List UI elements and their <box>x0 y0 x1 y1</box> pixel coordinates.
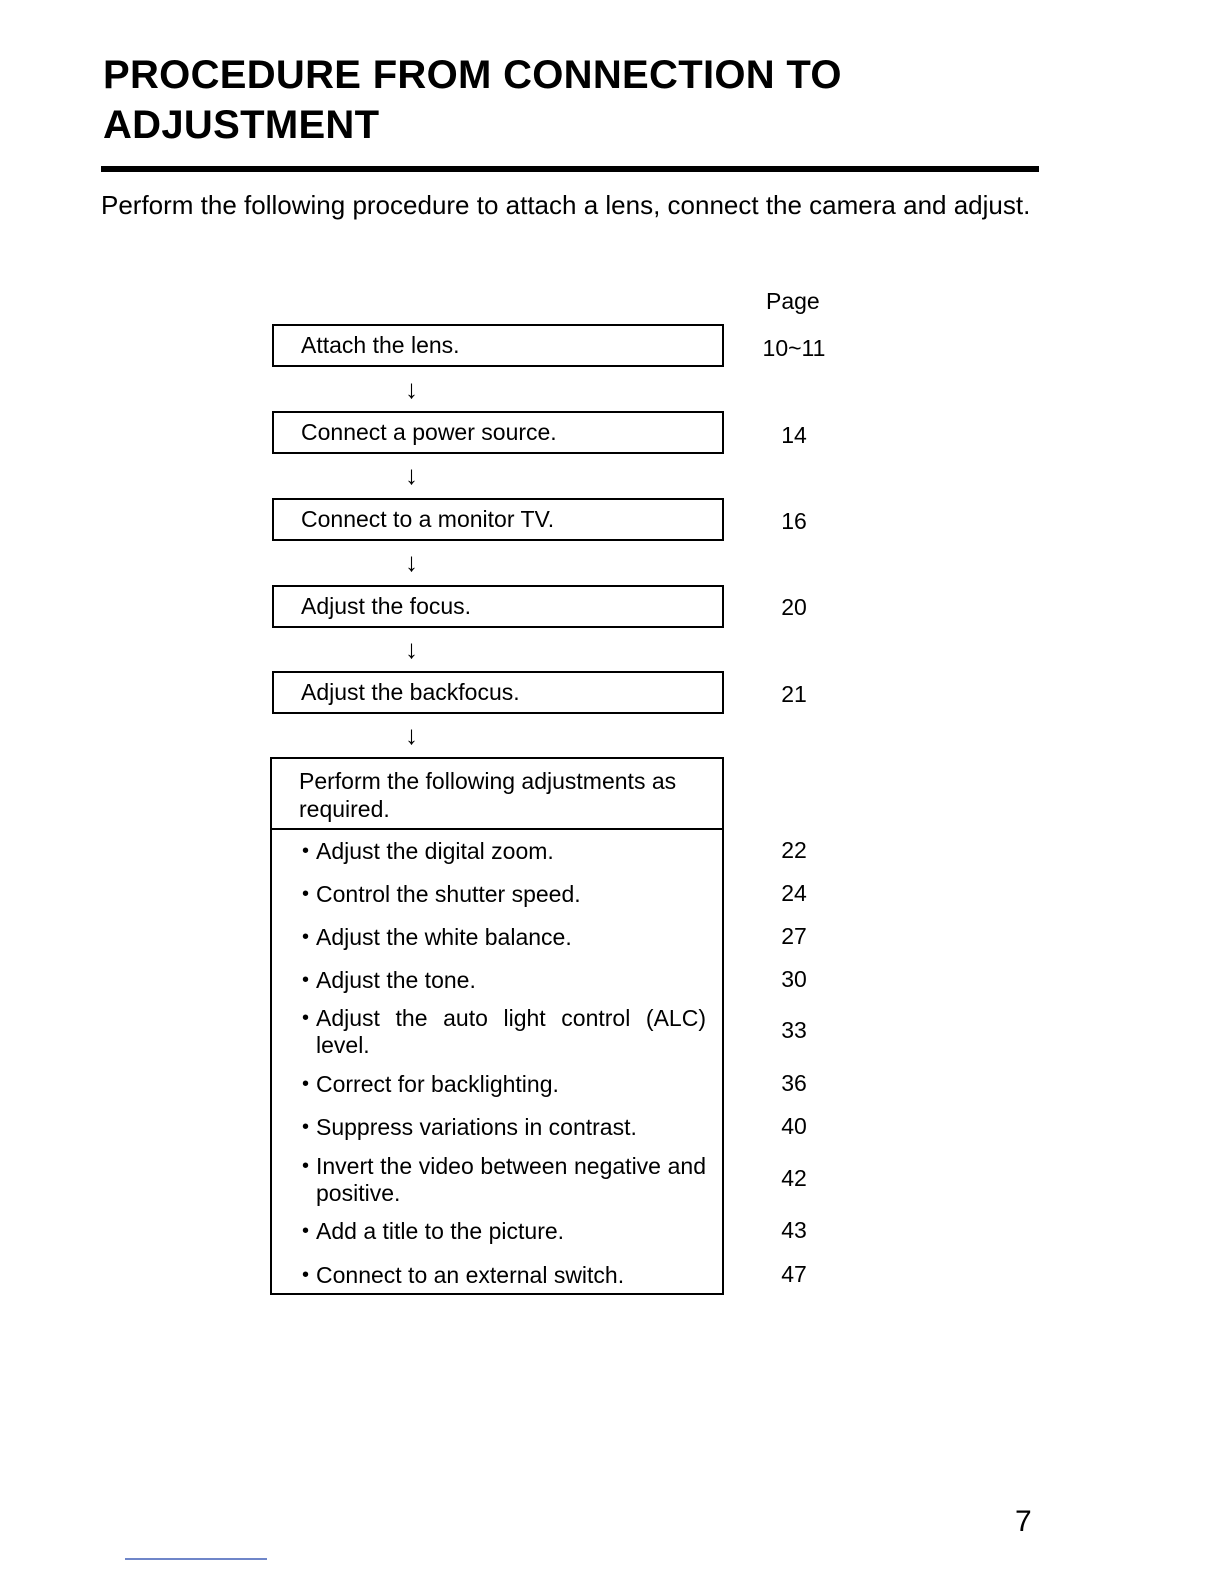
adjustments-box <box>270 757 724 1295</box>
bullet-icon: • <box>302 1155 310 1177</box>
step-box-adjust-backfocus <box>272 671 724 714</box>
adjustment-page-number: 47 <box>781 1261 807 1287</box>
adjustment-item <box>302 1262 706 1289</box>
page-column-header: Page <box>766 288 820 314</box>
step-label: Connect to a monitor TV. <box>301 506 555 532</box>
adjustment-page-number: 40 <box>781 1113 807 1139</box>
step-page-number: 20 <box>781 594 807 620</box>
adjustment-item <box>302 967 706 994</box>
step-box-connect-power <box>272 411 724 454</box>
adjustment-page-number: 22 <box>781 837 807 863</box>
adjustment-label: Adjust the white balance. <box>316 924 572 950</box>
down-arrow-icon: ↓ <box>405 374 418 404</box>
adjustment-item <box>302 881 706 908</box>
title-line-1: PROCEDURE FROM CONNECTION TO <box>103 53 842 97</box>
step-label: Adjust the focus. <box>301 593 472 619</box>
adjustment-page-number: 33 <box>781 1017 807 1043</box>
step-box-connect-monitor <box>272 498 724 541</box>
adjustment-item <box>302 838 706 865</box>
adjustment-item <box>302 1153 706 1207</box>
adjustment-item <box>302 924 706 951</box>
intro-paragraph: Perform the following procedure to attach a lens, connect the camera and adjust. <box>101 190 1031 220</box>
adjustment-item <box>302 1071 706 1098</box>
down-arrow-icon: ↓ <box>405 547 418 577</box>
down-arrow-icon: ↓ <box>405 720 418 750</box>
step-page-number: 16 <box>781 508 807 534</box>
adjustment-page-number: 36 <box>781 1070 807 1096</box>
adjustment-page-number: 30 <box>781 966 807 992</box>
bullet-icon: • <box>302 883 310 905</box>
page-number: 7 <box>1015 1505 1032 1538</box>
adjustment-label: Adjust the auto light control (ALC) level. <box>316 1005 706 1058</box>
adjustment-label: Control the shutter speed. <box>316 881 581 907</box>
step-label: Adjust the backfocus. <box>301 679 520 705</box>
bullet-icon: • <box>302 1007 310 1029</box>
adjustment-label: Suppress variations in contrast. <box>316 1114 637 1140</box>
adjustment-item <box>302 1005 706 1059</box>
bullet-icon: • <box>302 1073 310 1095</box>
adjustment-label: Connect to an external switch. <box>316 1262 625 1288</box>
bullet-icon: • <box>302 926 310 948</box>
bullet-icon: • <box>302 1220 310 1242</box>
adjustment-item <box>302 1114 706 1141</box>
down-arrow-icon: ↓ <box>405 634 418 664</box>
adjustment-page-number: 43 <box>781 1217 807 1243</box>
step-page-number: 14 <box>781 422 807 448</box>
adjustment-label: Invert the video between negative and positive. <box>316 1153 706 1206</box>
adjustment-page-number: 42 <box>781 1165 807 1191</box>
title-rule <box>101 166 1039 172</box>
bullet-icon: • <box>302 840 310 862</box>
adjustment-page-number: 24 <box>781 880 807 906</box>
page-title <box>103 50 842 150</box>
title-line-2: ADJUSTMENT <box>103 103 380 147</box>
bullet-icon: • <box>302 969 310 991</box>
adjustment-label: Add a title to the picture. <box>316 1218 565 1244</box>
bullet-icon: • <box>302 1116 310 1138</box>
bullet-icon: • <box>302 1264 310 1286</box>
step-page-number: 10~11 <box>762 335 826 361</box>
adjustment-label: Adjust the digital zoom. <box>316 838 554 864</box>
footer-line <box>125 1558 267 1560</box>
step-box-adjust-focus <box>272 585 724 628</box>
step-box-attach-lens <box>272 324 724 367</box>
down-arrow-icon: ↓ <box>405 460 418 490</box>
adjustment-item <box>302 1218 706 1245</box>
adjustment-label: Correct for backlighting. <box>316 1071 559 1097</box>
step-label: Attach the lens. <box>301 332 460 358</box>
adjustment-page-number: 27 <box>781 923 807 949</box>
step-label: Connect a power source. <box>301 419 557 445</box>
step-page-number: 21 <box>781 681 807 707</box>
adjustments-header: Perform the following adjustments as required. <box>272 759 722 830</box>
adjustment-label: Adjust the tone. <box>316 967 476 993</box>
